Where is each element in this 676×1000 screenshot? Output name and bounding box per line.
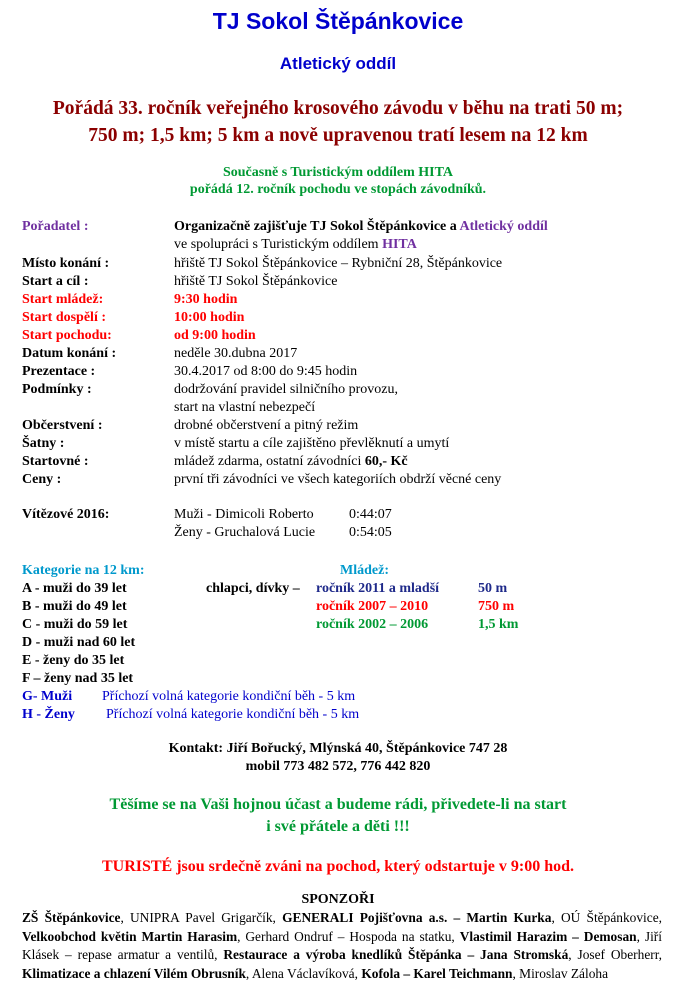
youth-prefix: chlapci, dívky – — [206, 581, 300, 596]
value-poradatel — [174, 219, 548, 235]
sponsor-text-4: , OÚ Štěpánkovice, — [551, 910, 662, 925]
category-d: D - muži nad 60 let — [22, 635, 136, 650]
sponsor-zs: ZŠ Štěpánkovice — [22, 910, 121, 925]
value-datum: neděle 30.dubna 2017 — [174, 346, 298, 361]
value-startovne — [174, 454, 408, 470]
hita-line-1-a: Současně s — [222, 165, 291, 180]
category-f: F – ženy nad 35 let — [22, 671, 134, 686]
hita-line-1 — [0, 165, 676, 181]
value-prezentace: 30.4.2017 od 8:00 do 9:45 hodin — [174, 364, 358, 379]
youth-year-3: ročník 2002 – 2006 — [316, 617, 429, 632]
sponsor-text-8: , Jiří Klásek – repase armatur a ventilů, — [22, 928, 662, 963]
youth-dist-2: 750 m — [478, 599, 515, 614]
value-podminky-2: start na vlastní nebezpečí — [174, 400, 316, 415]
label-obcerstveni: Občerstvení : — [22, 418, 103, 433]
heading-mladez: Mládež: — [340, 563, 389, 578]
label-start-dospeli: Start dospělí : — [22, 310, 106, 325]
sponsor-text-12: , Alena Václavíková, — [245, 965, 362, 981]
sponsor-text-2: , UNIPRA Pavel Grigarčík, — [120, 910, 283, 925]
label-ceny: Ceny : — [22, 472, 62, 487]
intro-line-1: Pořádá 33. ročník veřejného krosového závodu v běhu na trati 50 m; — [52, 98, 624, 119]
category-g-desc: Příchozí volná kategorie kondiční běh - 5 km — [102, 689, 356, 704]
closing-line-2: i své přátele a děti !!! — [266, 818, 410, 835]
closing-line-1: Těšíme se na Vaši hojnou účast a budeme rádi, přivedete-li na start — [109, 796, 567, 813]
contact-line-1: Kontakt: Jiří Bořucký, Mlýnská 40, Štěpánkovice 747 28 — [168, 741, 508, 756]
value-misto: hřiště TJ Sokol Štěpánkovice – Rybniční 28, Štěpánkovice — [174, 256, 503, 271]
youth-dist-1: 50 m — [478, 581, 508, 596]
category-h-label: H - Ženy — [22, 707, 75, 722]
intro-line-2: 750 m; 1,5 km; 5 km a nově upravenou tratí lesem na 12 km — [88, 125, 588, 146]
value-obcerstveni: drobné občerstvení a pitný režim — [174, 418, 359, 433]
sponsor-kofola: Kofola – Karel Teichmann — [361, 965, 513, 981]
vitez-muzi: Muži - Dimicoli Roberto — [174, 507, 314, 522]
category-e: E - ženy do 35 let — [22, 653, 125, 668]
sponsor-klimatizace: Klimatizace a chlazení Vilém Obrusník — [22, 965, 246, 981]
label-prezentace: Prezentace : — [22, 364, 96, 379]
sponsor-text-10: , Josef Oberherr, — [568, 947, 662, 963]
value-podminky-1: dodržování pravidel silničního provozu, — [174, 382, 398, 397]
label-misto: Místo konání : — [22, 256, 110, 271]
value-satny: v místě startu a cíle zajištěno převlěknutí a umytí — [174, 436, 450, 451]
sponsor-text-6: , Gerhard Ondruf – Hospoda na statku, — [237, 928, 460, 944]
label-start-pochodu: Start pochodu: — [22, 328, 112, 343]
sponsors-list — [22, 909, 662, 983]
category-a: A - muži do 39 let — [22, 581, 127, 596]
value-start-cil: hřiště TJ Sokol Štěpánkovice — [174, 274, 338, 289]
category-h-desc: Příchozí volná kategorie kondiční běh - 5 km — [106, 707, 360, 722]
contact-line-2: mobil 773 482 572, 776 442 820 — [245, 759, 431, 774]
sponsors-heading: SPONZOŘI — [301, 892, 375, 907]
label-startovne: Startovné : — [22, 454, 89, 469]
value-start-pochodu: od 9:00 hodin — [174, 328, 256, 343]
label-podminky: Podmínky : — [22, 382, 92, 397]
vitez-muzi-cas: 0:44:07 — [349, 507, 392, 522]
label-satny: Šatny : — [22, 436, 65, 451]
poradatel-org: Organizačně zajišťuje TJ Sokol Štěpánkovice a — [174, 219, 460, 234]
hita-line-2: pořádá 12. ročník pochodu ve stopách závodníků. — [189, 182, 487, 197]
value-poradatel-2 — [174, 237, 417, 253]
page-subtitle: Atletický oddíl — [279, 54, 397, 73]
sponsor-kvetiny: Velkoobchod květin Martin Harasim — [22, 928, 238, 944]
hita-line-1-b: Turistickým oddílem HITA — [290, 165, 454, 180]
sponsor-generali: GENERALI Pojišťovna a.s. – Martin Kurka — [282, 910, 552, 925]
tourists-line: TURISTÉ jsou srdečně zváni na pochod, který odstartuje v 9:00 hod. — [101, 858, 575, 875]
label-vitezove: Vítězové 2016: — [22, 507, 110, 522]
heading-12km: Kategorie na 12 km: — [22, 563, 145, 578]
vitez-zeny: Ženy - Gruchalová Lucie — [174, 525, 316, 540]
youth-year-1: ročník 2011 a mladší — [316, 581, 440, 596]
poradatel-spoluprace: ve spolupráci s Turistickým oddílem — [174, 237, 383, 252]
vitez-zeny-cas: 0:54:05 — [349, 525, 392, 540]
startovne-price: 60,- Kč — [364, 454, 408, 469]
category-c: C - muži do 59 let — [22, 617, 128, 632]
label-datum: Datum konání : — [22, 346, 117, 361]
youth-dist-3: 1,5 km — [478, 617, 519, 632]
startovne-text: mládež zdarma, ostatní závodníci — [174, 454, 365, 469]
category-b: B - muži do 49 let — [22, 599, 127, 614]
sponsor-stepanka: Restaurace a výroba knedlíků Štěpánka – Jana Stromská — [223, 947, 569, 963]
label-start-mladez: Start mládež: — [22, 292, 104, 307]
poradatel-hita: HITA — [382, 237, 417, 252]
youth-year-2: ročník 2007 – 2010 — [316, 599, 429, 614]
label-start-cil: Start a cíl : — [22, 274, 89, 289]
sponsor-demosan: Vlastimil Harazim – Demosan — [459, 928, 637, 944]
value-ceny: první tři závodníci ve všech kategoriích obdrží věcné ceny — [174, 472, 502, 487]
value-start-mladez: 9:30 hodin — [174, 292, 238, 307]
page-title: TJ Sokol Štěpánkovice — [212, 8, 464, 34]
poradatel-atleticky: Atletický oddíl — [459, 219, 548, 234]
label-poradatel: Pořadatel : — [22, 219, 89, 234]
value-start-dospeli: 10:00 hodin — [174, 310, 245, 325]
sponsor-text-14: , Miroslav Záloha — [512, 965, 609, 981]
category-g-label: G- Muži — [22, 689, 73, 704]
